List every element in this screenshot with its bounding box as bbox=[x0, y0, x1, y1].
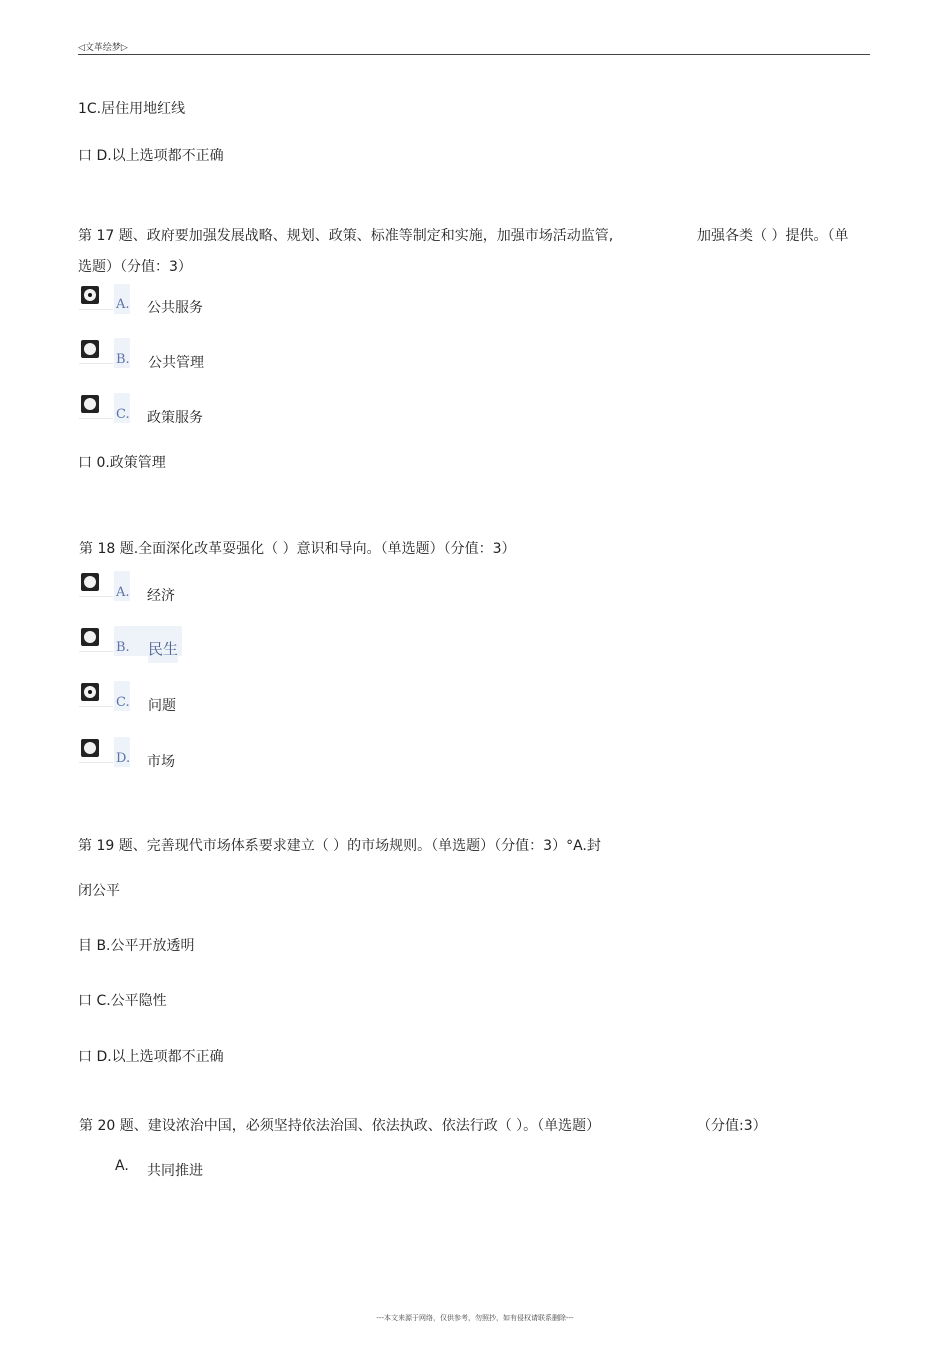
option-text: 政策服务 bbox=[147, 410, 203, 426]
option-letter: A. bbox=[116, 585, 130, 600]
question-17-type: 选题）（分值：3） bbox=[78, 259, 192, 275]
radio-button[interactable] bbox=[81, 340, 99, 358]
radio-underline bbox=[79, 309, 113, 310]
option-letter: B. bbox=[116, 640, 130, 655]
option-letter: A. bbox=[116, 297, 130, 312]
header-rule bbox=[78, 54, 870, 55]
question-17-text: 第 17 题、政府要加强发展战略、规划、政策、标准等制定和实施，加强市场活动监管, bbox=[78, 228, 614, 244]
footer-disclaimer: ---本文来源于网络，仅供参考，勿照抄，如有侵权请联系删除--- bbox=[376, 1314, 574, 1322]
option-text: 共同推进 bbox=[147, 1163, 203, 1179]
option-text: 公共管理 bbox=[148, 355, 204, 371]
radio-underline bbox=[79, 762, 113, 763]
question-20-text: 第 20 题、建设浓治中国，必须坚持依法治国、依法执政、依法行政（ ）。（单选题） bbox=[79, 1118, 601, 1134]
question-18-text: 第 18 题.全面深化改革耍强化（ ）意识和导向。（单选题）（分值：3） bbox=[79, 541, 516, 557]
option-text: 市场 bbox=[147, 754, 175, 770]
radio-button[interactable] bbox=[81, 628, 99, 646]
option-line-d: 口 D.以上选项都不正确 bbox=[78, 148, 224, 164]
radio-underline bbox=[79, 363, 113, 364]
option-letter: C. bbox=[116, 695, 130, 710]
option-text: 公共服务 bbox=[147, 300, 203, 316]
radio-underline bbox=[79, 706, 113, 707]
q19-option-d-line: 口 D.以上选项都不正确 bbox=[78, 1049, 224, 1065]
q19-option-c-line: 口 C.公平隐性 bbox=[78, 993, 167, 1009]
option-letter: C. bbox=[116, 407, 130, 422]
option-line-1c: 1C.居住用地红线 bbox=[78, 101, 186, 117]
option-letter: D. bbox=[116, 751, 131, 766]
q19-option-a-cont: 闭公平 bbox=[78, 883, 120, 899]
radio-button[interactable] bbox=[81, 573, 99, 591]
question-20-score: （分值:3） bbox=[697, 1118, 767, 1134]
radio-button-selected[interactable] bbox=[81, 683, 99, 701]
radio-underline bbox=[79, 596, 113, 597]
option-text: 问题 bbox=[148, 698, 176, 714]
q17-option-d-line: 口 0.政策管理 bbox=[78, 455, 166, 471]
question-19-text: 第 19 题、完善现代市场体系要求建立（ ）的市场规则。（单选题）（分值：3）°A.封 bbox=[78, 838, 601, 854]
radio-underline bbox=[79, 418, 113, 419]
q19-option-b-line: 目 B.公平开放透明 bbox=[78, 938, 195, 954]
option-text-highlighted: 民生 bbox=[148, 636, 178, 663]
option-letter: A. bbox=[115, 1158, 129, 1174]
radio-button[interactable] bbox=[81, 739, 99, 757]
question-17-text-cont: 加强各类（ ）提供。（单 bbox=[697, 228, 849, 244]
header-logo-text: ◁文革绘梦▷ bbox=[78, 43, 128, 53]
radio-button-selected[interactable] bbox=[81, 286, 99, 304]
option-text: 经济 bbox=[147, 588, 175, 604]
radio-button[interactable] bbox=[81, 395, 99, 413]
option-letter: B. bbox=[116, 352, 130, 367]
radio-underline bbox=[79, 651, 113, 652]
